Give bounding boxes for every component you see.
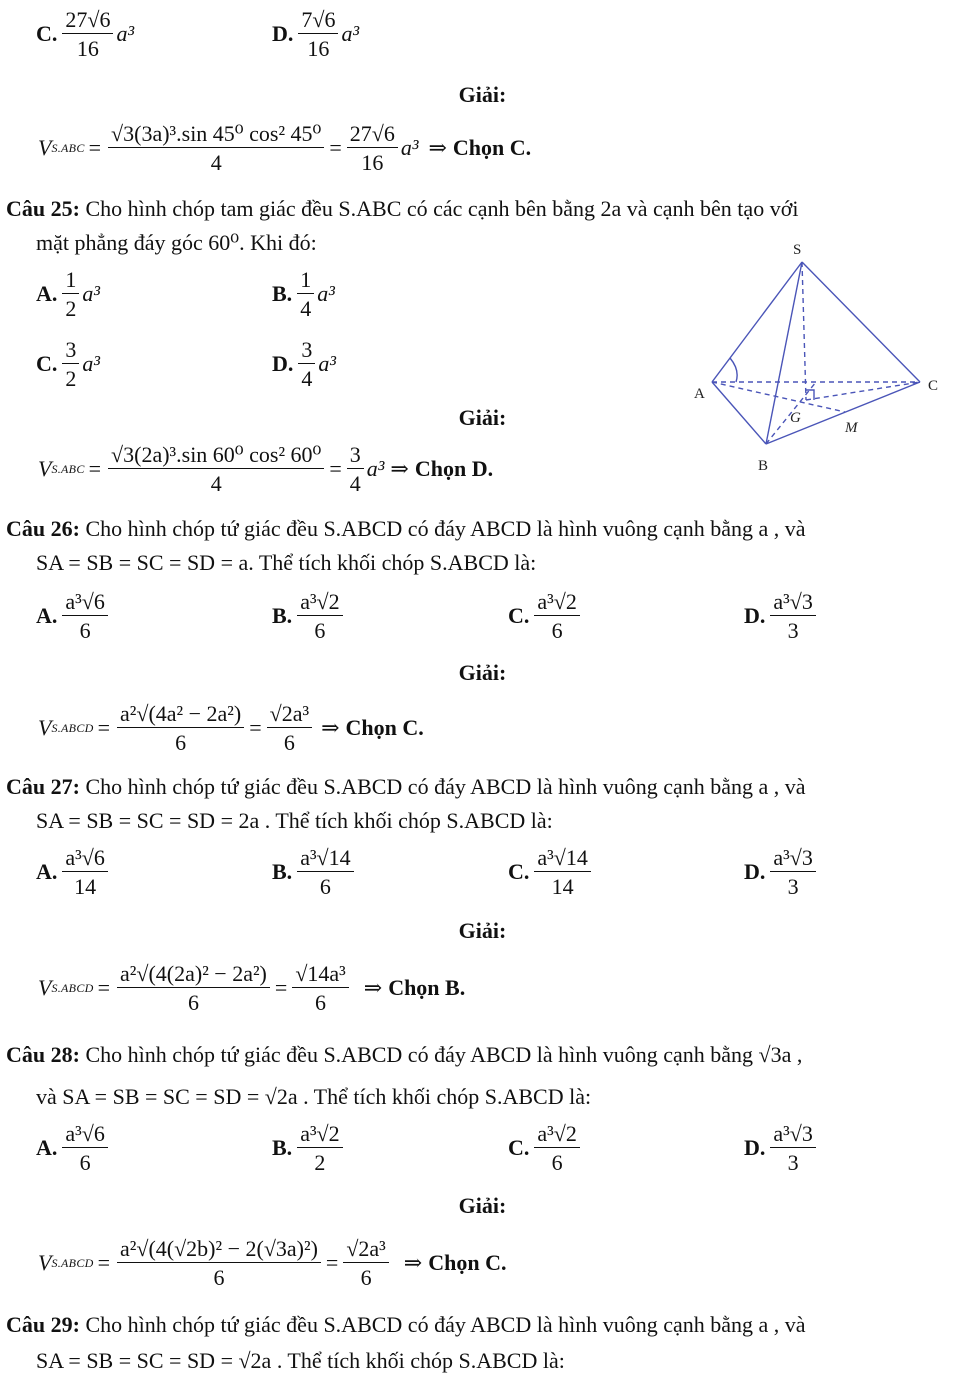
label-c: C xyxy=(928,378,939,394)
solution-heading: Giải: xyxy=(458,660,507,685)
implies-arrow: ⇒ xyxy=(321,715,340,741)
option-fraction xyxy=(534,590,579,642)
option-fraction xyxy=(770,846,815,898)
result-tail: a³ xyxy=(366,456,385,482)
fraction-numerator: a³√6 xyxy=(62,590,107,616)
solution-formula: V S.ABCD = $\frac{\text{a²√(4(2a)² − 2a²)}}{6}$ = $\frac{\text{√14a³}}{6}$ ⇒ Chọn B. xyxy=(38,961,466,1016)
fraction-denominator: 6 xyxy=(315,990,327,1016)
fraction-numerator: √14a³ xyxy=(292,962,348,988)
label-m: M xyxy=(845,420,858,436)
label-s: S xyxy=(793,242,802,258)
q28-option-a[interactable] xyxy=(36,1122,111,1174)
fraction-denominator: 6 xyxy=(213,1265,225,1291)
q25-option-b[interactable] xyxy=(272,268,335,320)
fraction-denominator: 6 xyxy=(319,874,331,900)
fraction-denominator: 6 xyxy=(314,618,326,644)
fraction-denominator: 14 xyxy=(74,874,97,900)
question-line-2: SA = SB = SC = SD = √2a . Thể tích khối chóp S.ABCD là: xyxy=(36,1348,565,1373)
option-fraction xyxy=(62,846,107,898)
option-fraction xyxy=(770,1122,815,1174)
result-tail: a³ xyxy=(400,135,419,161)
solution-formula: V S.ABCD = $\frac{\text{a²√(4(√2b)² − 2(√3a)²)}}{6}$ = $\frac{\text{√2a³}}{6}$ ⇒ Chọn C. xyxy=(38,1236,507,1291)
option-fraction xyxy=(297,268,314,320)
option-label: C. xyxy=(36,351,58,377)
fraction-denominator: 2 xyxy=(65,296,77,322)
option-fraction xyxy=(298,338,315,390)
fraction-numerator: 1 xyxy=(297,268,314,294)
fraction-numerator: 3 xyxy=(347,443,364,469)
question-line-1 xyxy=(6,1307,956,1343)
option-label: B. xyxy=(272,859,293,885)
fraction-denominator: 4 xyxy=(301,366,313,392)
fraction-denominator: 16 xyxy=(361,150,384,176)
fraction-numerator: a³√3 xyxy=(770,846,815,872)
q25-option-a[interactable] xyxy=(36,268,100,320)
option-tail: a³ xyxy=(341,21,360,47)
fraction-denominator: 6 xyxy=(79,618,91,644)
option-fraction xyxy=(297,1122,342,1174)
volume-subscript: S.ABC xyxy=(51,461,85,476)
fraction-denominator: 3 xyxy=(787,874,799,900)
question-29 xyxy=(6,1307,956,1379)
option-fraction xyxy=(62,268,79,320)
fraction-numerator: a³√3 xyxy=(770,1122,815,1148)
formula-fraction xyxy=(108,443,324,495)
implies-arrow: ⇒ xyxy=(403,1250,423,1276)
fraction-numerator: 7√6 xyxy=(298,8,338,34)
fraction-numerator: a³√3 xyxy=(770,590,815,616)
implies-arrow: ⇒ xyxy=(428,135,447,161)
fraction-numerator: √2a³ xyxy=(267,702,312,728)
volume-symbol: V xyxy=(38,456,52,482)
question-line-1 xyxy=(6,192,956,226)
q25-option-d[interactable] xyxy=(272,338,336,390)
implies-arrow: ⇒ xyxy=(363,975,383,1001)
option-label: D. xyxy=(744,603,766,629)
fraction-numerator: 1 xyxy=(62,268,79,294)
option-fraction xyxy=(297,590,342,642)
solution-heading: Giải: xyxy=(458,1193,507,1218)
option-tail: a³ xyxy=(317,281,335,307)
option-label: D. xyxy=(744,859,766,885)
q27-option-b[interactable] xyxy=(272,846,357,898)
option-label: D. xyxy=(272,351,294,377)
fraction-denominator: 6 xyxy=(175,730,187,756)
fraction-numerator: √2a³ xyxy=(343,1237,388,1263)
option-tail: a³ xyxy=(82,281,100,307)
fraction-denominator: 6 xyxy=(283,730,295,756)
fraction-denominator: 6 xyxy=(79,1150,91,1176)
prev-option-d[interactable] xyxy=(272,8,359,60)
prev-option-c[interactable] xyxy=(36,8,134,60)
volume-subscript: S.ABCD xyxy=(51,980,94,995)
fraction-denominator: 3 xyxy=(787,618,799,644)
answer-text: Chọn D. xyxy=(414,456,494,482)
angle-arc xyxy=(730,358,737,382)
q26-option-b[interactable] xyxy=(272,590,346,642)
pyramid-figure xyxy=(690,238,950,478)
fraction-numerator: a²√(4(2a)² − 2a²) xyxy=(117,962,270,988)
option-fraction xyxy=(62,8,113,60)
q26-option-d[interactable] xyxy=(744,590,819,642)
answer-text: Chọn C. xyxy=(452,135,532,161)
answer-text: Chọn C. xyxy=(345,715,424,741)
q25-option-c[interactable] xyxy=(36,338,100,390)
volume-subscript: S.ABCD xyxy=(51,1255,94,1270)
q26-option-a[interactable] xyxy=(36,590,111,642)
question-title: Câu 25: xyxy=(6,196,80,221)
fraction-denominator: 6 xyxy=(551,618,563,644)
fraction-numerator: a³√6 xyxy=(62,846,107,872)
fraction-numerator: a²√(4a² − 2a²) xyxy=(117,702,244,728)
fraction-numerator: a³√2 xyxy=(297,1122,342,1148)
option-fraction xyxy=(534,846,590,898)
q27-option-c[interactable] xyxy=(508,846,594,898)
option-fraction xyxy=(298,8,338,60)
option-tail: a³ xyxy=(116,21,135,47)
option-label: A. xyxy=(36,1135,58,1161)
fraction-numerator: a³√2 xyxy=(534,590,579,616)
right-angle-mark xyxy=(806,390,814,400)
option-label: C. xyxy=(508,603,530,629)
q28-option-b[interactable] xyxy=(272,1122,346,1174)
result-fraction xyxy=(292,962,348,1014)
fraction-denominator: 6 xyxy=(187,990,199,1016)
volume-symbol: V xyxy=(38,1250,52,1276)
label-a: A xyxy=(694,386,705,402)
option-label: A. xyxy=(36,603,58,629)
option-tail: a³ xyxy=(318,351,336,377)
question-26 xyxy=(6,512,956,580)
segment-gc xyxy=(806,382,920,400)
solution-formula: V S.ABC = $\frac{\text{√3(2a)³.sin 60⁰ cos² 60⁰}}{4}$ = $\frac{3}{4}$ a³ ⇒ Chọn D. xyxy=(38,442,494,497)
fraction-numerator: 3 xyxy=(298,338,315,364)
answer-text: Chọn B. xyxy=(388,975,466,1001)
formula-fraction xyxy=(117,962,270,1014)
formula-fraction xyxy=(117,702,244,754)
label-g: G xyxy=(790,410,801,426)
question-line-2: SA = SB = SC = SD = 2a . Thể tích khối chóp S.ABCD là: xyxy=(36,808,553,833)
fraction-denominator: 16 xyxy=(76,36,99,62)
q26-option-c[interactable] xyxy=(508,590,583,642)
option-label: D. xyxy=(744,1135,766,1161)
answer-text: Chọn C. xyxy=(428,1250,507,1276)
fraction-denominator: 4 xyxy=(300,296,312,322)
option-fraction xyxy=(62,590,107,642)
option-label: D. xyxy=(272,21,294,47)
question-text: Cho hình chóp tứ giác đều S.ABCD có đáy ABCD là hình vuông cạnh bằng √3a , xyxy=(85,1042,803,1067)
formula-fraction xyxy=(117,1237,321,1289)
volume-symbol: V xyxy=(38,135,52,161)
question-27 xyxy=(6,770,956,838)
q28-option-c[interactable] xyxy=(508,1122,583,1174)
q27-option-a[interactable] xyxy=(36,846,111,898)
fraction-numerator: 3 xyxy=(62,338,79,364)
q28-option-d[interactable] xyxy=(744,1122,819,1174)
option-label: C. xyxy=(508,859,530,885)
fraction-numerator: a³√2 xyxy=(534,1122,579,1148)
fraction-numerator: 27√6 xyxy=(62,8,113,34)
question-line-1 xyxy=(6,770,956,804)
question-title: Câu 29: xyxy=(6,1312,80,1337)
option-fraction xyxy=(62,1122,107,1174)
result-fraction xyxy=(343,1237,388,1289)
question-line-2: SA = SB = SC = SD = a. Thể tích khối chóp S.ABCD là: xyxy=(36,550,537,575)
option-label: B. xyxy=(272,1135,293,1161)
question-line-1 xyxy=(6,512,956,546)
result-fraction xyxy=(347,122,398,174)
option-fraction xyxy=(534,1122,579,1174)
fraction-numerator: a³√14 xyxy=(297,846,353,872)
implies-arrow: ⇒ xyxy=(390,456,409,482)
volume-symbol: V xyxy=(38,975,52,1001)
volume-symbol: V xyxy=(38,715,52,741)
result-fraction xyxy=(267,702,312,754)
edge-sc xyxy=(802,262,920,382)
fraction-denominator: 4 xyxy=(349,471,361,497)
solution-heading: Giải: xyxy=(458,405,507,430)
fraction-numerator: √3(3a)³.sin 45⁰ cos² 45⁰ xyxy=(108,122,324,148)
solution-heading: Giải: xyxy=(458,82,507,107)
option-label: C. xyxy=(36,21,58,47)
option-label: A. xyxy=(36,281,58,307)
solution-formula: V S.ABCD = $\frac{\text{a²√(4a² − 2a²)}}{6}$ = $\frac{\text{√2a³}}{6}$ ⇒ Chọn C. xyxy=(38,701,424,756)
question-text: Cho hình chóp tam giác đều S.ABC có các cạnh bên bằng 2a và cạnh bên tạo với xyxy=(85,196,799,221)
label-b: B xyxy=(758,458,769,474)
height-sg xyxy=(802,262,806,400)
question-title: Câu 27: xyxy=(6,774,80,799)
fraction-numerator: a³√6 xyxy=(62,1122,107,1148)
question-28 xyxy=(6,1034,956,1118)
question-line-2: mặt phẳng đáy góc 60⁰. Khi đó: xyxy=(36,230,317,255)
fraction-denominator: 4 xyxy=(210,150,222,176)
edge-sa xyxy=(712,262,802,382)
fraction-denominator: 6 xyxy=(551,1150,563,1176)
option-label: B. xyxy=(272,603,293,629)
fraction-denominator: 16 xyxy=(307,36,330,62)
question-title: Câu 26: xyxy=(6,516,80,541)
option-label: C. xyxy=(508,1135,530,1161)
fraction-denominator: 2 xyxy=(314,1150,326,1176)
option-label: A. xyxy=(36,859,58,885)
option-tail: a³ xyxy=(82,351,100,377)
solution-formula: V S.ABC = $\frac{\text{√3(3a)³.sin 45⁰ cos² 45⁰}}{4}$ = $\frac{27√6}{16}$ a³ ⇒ Chọn C. xyxy=(38,121,532,176)
q27-option-d[interactable] xyxy=(744,846,819,898)
formula-fraction xyxy=(108,122,324,174)
fraction-numerator: a³√2 xyxy=(297,590,342,616)
question-text: Cho hình chóp tứ giác đều S.ABCD có đáy ABCD là hình vuông cạnh bằng a , và xyxy=(85,516,806,541)
solution-heading: Giải: xyxy=(458,918,507,943)
fraction-numerator: a³√14 xyxy=(534,846,590,872)
result-fraction xyxy=(347,443,364,495)
option-fraction xyxy=(297,846,353,898)
option-fraction xyxy=(62,338,79,390)
fraction-numerator: 27√6 xyxy=(347,122,398,148)
question-text: Cho hình chóp tứ giác đều S.ABCD có đáy ABCD là hình vuông cạnh bằng a , và xyxy=(85,1312,806,1337)
fraction-numerator: √3(2a)³.sin 60⁰ cos² 60⁰ xyxy=(108,443,324,469)
option-label: B. xyxy=(272,281,293,307)
fraction-denominator: 4 xyxy=(210,471,222,497)
fraction-denominator: 3 xyxy=(787,1150,799,1176)
volume-subscript: S.ABC xyxy=(51,140,85,155)
question-text: Cho hình chóp tứ giác đều S.ABCD có đáy ABCD là hình vuông cạnh bằng a , và xyxy=(85,774,806,799)
option-fraction xyxy=(770,590,815,642)
question-line-1 xyxy=(6,1034,956,1076)
fraction-denominator: 2 xyxy=(65,366,77,392)
volume-subscript: S.ABCD xyxy=(51,720,94,735)
question-line-2: và SA = SB = SC = SD = √2a . Thể tích khối chóp S.ABCD là: xyxy=(36,1084,592,1109)
fraction-numerator: a²√(4(√2b)² − 2(√3a)²) xyxy=(117,1237,321,1263)
fraction-denominator: 6 xyxy=(360,1265,372,1291)
fraction-denominator: 14 xyxy=(551,874,574,900)
question-title: Câu 28: xyxy=(6,1042,80,1067)
